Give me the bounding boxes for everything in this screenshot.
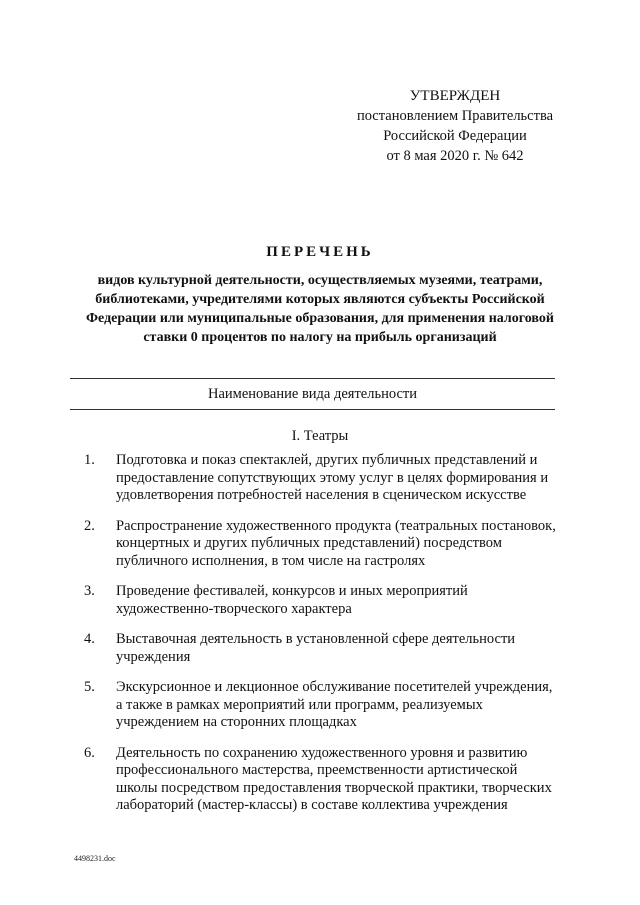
approval-block	[340, 86, 570, 166]
list-item	[84, 518, 564, 571]
item-number: 6.	[84, 744, 95, 761]
list-item	[84, 631, 564, 666]
item-text: Подготовка и показ спектаклей, других публичных представлений и предоставление сопутствующих этому услуг в целях формирования и удовлетворения потребностей населения в сценическом искусстве	[116, 452, 549, 503]
list-item	[84, 679, 564, 732]
approval-line-1: постановлением Правительства	[356, 108, 554, 124]
list-item	[84, 745, 564, 815]
item-number: 1.	[84, 452, 95, 468]
section-title: I. Театры	[291, 428, 349, 444]
approval-line-3: от 8 мая 2020 г. № 642	[386, 148, 524, 164]
item-number: 5.	[84, 679, 95, 695]
table-header-rule	[70, 409, 555, 410]
item-text: Распространение художественного продукта (театральных постановок, концертных и других публичных представлений) посредством публичного исполнения, в том числе на гастролях	[116, 517, 556, 569]
item-text: Проведение фестивалей, конкурсов и иных мероприятий художественно-творческого характера	[116, 583, 468, 617]
item-number: 2.	[84, 517, 95, 534]
item-text: Выставочная деятельность в установленной сфере деятельности учреждения	[116, 631, 516, 665]
table-top-rule	[70, 378, 555, 379]
list-item	[84, 452, 564, 505]
activity-list	[84, 452, 564, 828]
item-text: Экскурсионное и лекционное обслуживание посетителей учреждения, а также в рамках мероприятий или программ, реализуемых учреждением на сторонних площадках	[116, 679, 553, 730]
footer-file-code: 4498231.doc	[74, 854, 116, 863]
approval-heading: УТВЕРЖДЕН	[409, 88, 501, 104]
approval-line-2: Российской Федерации	[383, 128, 527, 144]
table-column-header: Наименование вида деятельности	[207, 386, 417, 402]
item-text: Деятельность по сохранению художественного уровня и развитию профессионального мастерства, преемственности артистической школы посредством предоставления творческой практики, творческих лабораторий (мастер-классы) в составе коллектива учреждения	[116, 744, 552, 813]
item-number: 4.	[84, 631, 95, 647]
document-subtitle: видов культурной деятельности, осуществляемых музеями, театрами, библиотеками, учредителями которых являются субъекты Российской Федерации или муниципальные образования, для применения налоговой ставки 0 процентов по налогу на прибыль организаций	[86, 273, 554, 345]
list-item	[84, 583, 564, 618]
item-number: 3.	[84, 583, 95, 599]
document-title: ПЕРЕЧЕНЬ	[266, 244, 374, 260]
